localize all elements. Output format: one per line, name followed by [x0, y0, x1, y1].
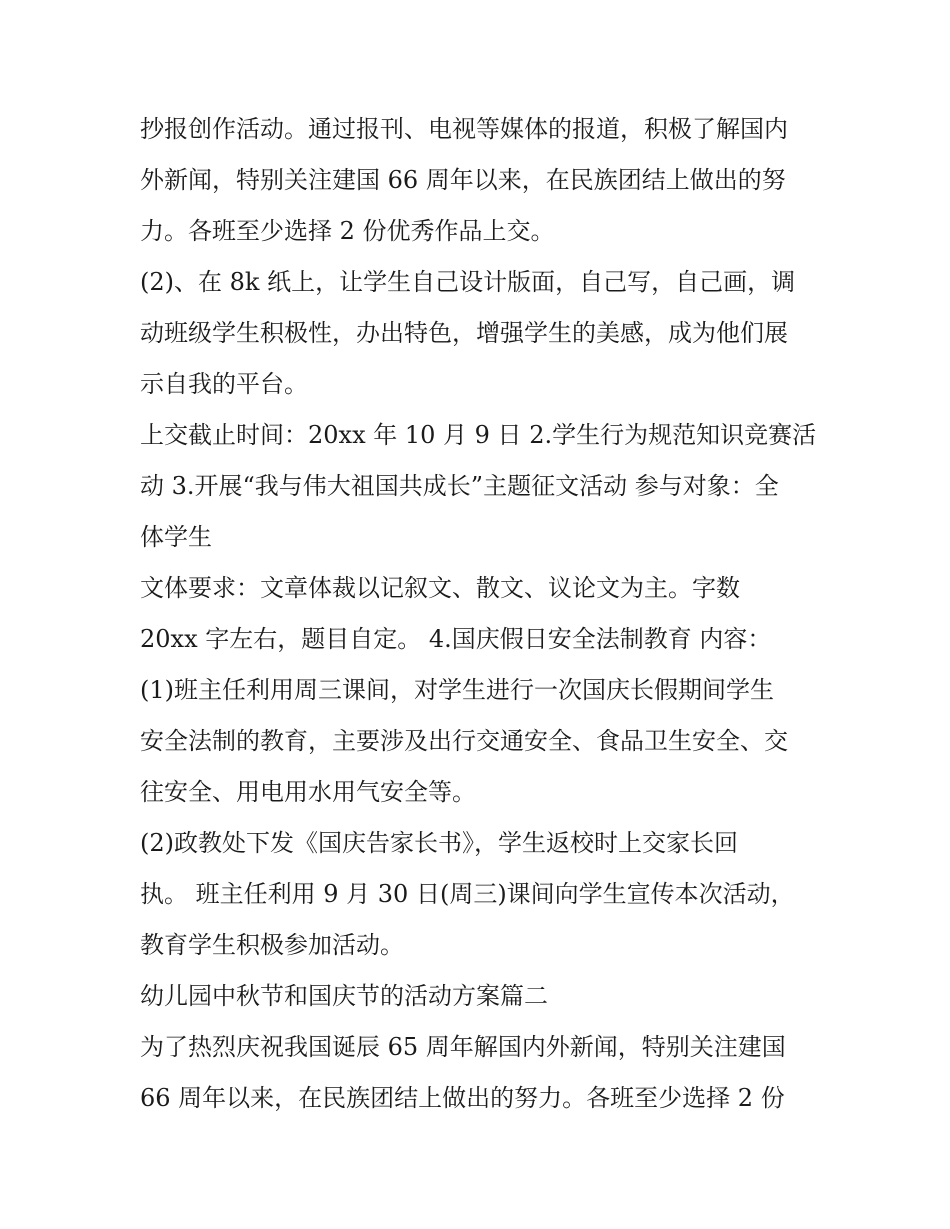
text-line: 为了热烈庆祝我国诞辰 65 周年解国内外新闻，特别关注建国	[140, 1033, 786, 1061]
text-line: 往安全、用电用水用气安全等。	[140, 778, 476, 806]
text-line: 示自我的平台。	[140, 370, 308, 398]
text-line: 执。 班主任利用 9 月 30 日(周三)课间向学生宣传本次活动，	[140, 880, 795, 908]
text-line: 66 周年以来，在民族团结上做出的努力。各班至少选择 2 份	[140, 1084, 785, 1112]
text-line: 文体要求：文章体裁以记叙文、散文、议论文为主。字数	[140, 574, 740, 602]
text-line: (2)政教处下发《国庆告家长书》，学生返校时上交家长回	[140, 829, 738, 857]
text-line: 动 3.开展“我与伟大祖国共成长”主题征文活动 参与对象：全	[140, 472, 779, 500]
text-line: 动班级学生积极性，办出特色，增强学生的美感，成为他们展	[140, 319, 788, 347]
text-line: 20xx 字左右，题目自定。 4.国庆假日安全法制教育 内容：	[140, 625, 772, 653]
section-heading: 幼儿园中秋节和国庆节的活动方案篇二	[140, 982, 548, 1010]
document-body	[140, 104, 820, 1124]
text-line: 力。各班至少选择 2 份优秀作品上交。	[140, 217, 555, 245]
text-line: 教育学生积极参加活动。	[140, 931, 404, 959]
text-line: 上交截止时间：20xx 年 10 月 9 日 2.学生行为规范知识竞赛活	[140, 421, 817, 449]
text-line: (1)班主任利用周三课间，对学生进行一次国庆长假期间学生	[140, 676, 774, 704]
text-line: 体学生	[140, 523, 212, 551]
text-line: 安全法制的教育，主要涉及出行交通安全、食品卫生安全、交	[140, 727, 788, 755]
text-line: 外新闻，特别关注建国 66 周年以来，在民族团结上做出的努	[140, 166, 786, 194]
text-line: 抄报创作活动。通过报刊、电视等媒体的报道，积极了解国内	[140, 115, 788, 143]
text-line: (2)、在 8k 纸上，让学生自己设计版面，自己写，自己画，调	[140, 268, 796, 296]
